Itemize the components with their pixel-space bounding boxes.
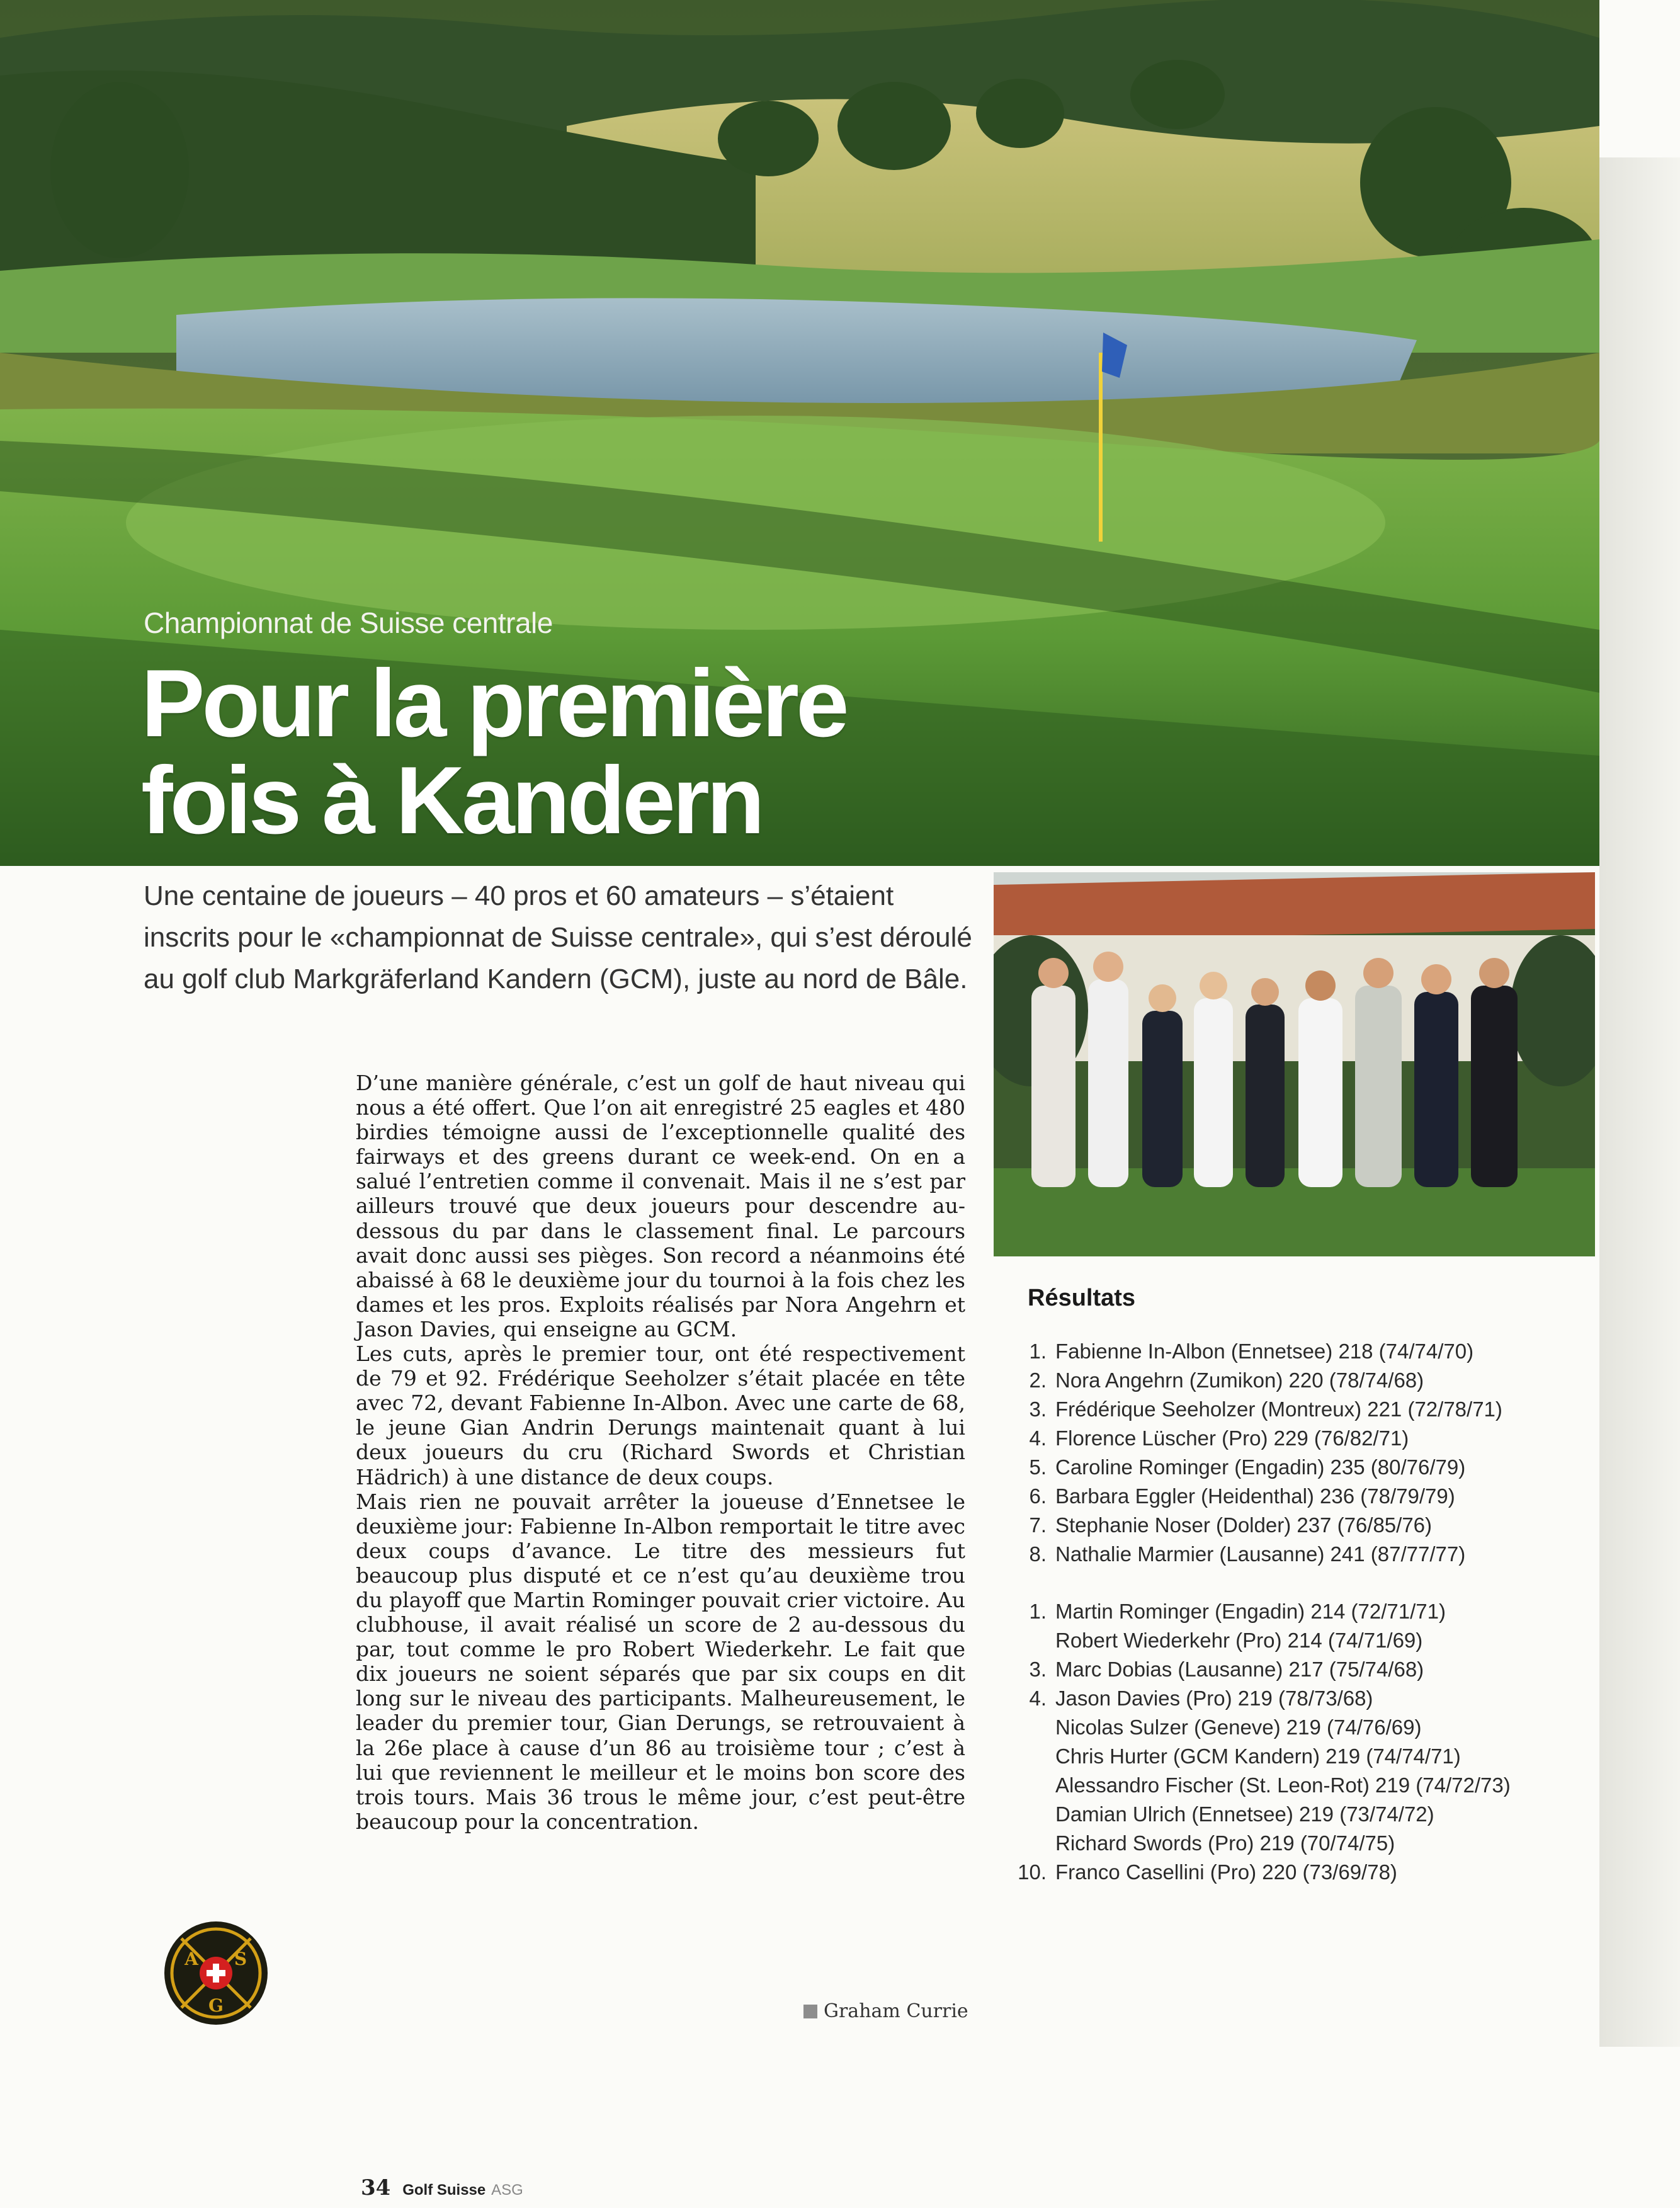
body-paragraph-1: D’une manière générale, c’est un golf de haut niveau qui nous a été offert. Que l’on ait enregistré 25 eagles et 480 birdies témoigne aussi de l’exceptionnelle qualité des fairways et des greens durant ce week-end. On en a salué l’entretien comme il convenait. Mais il ne s’est par ailleurs trouvé que deux joueurs pour descendre au-dessous du par dans le classement final. Le parcours avait donc aussi ses pièges. Son record a néanmoins été abaissé à 68 le deuxième jour du tournoi à la fois chez les dames et les pros. Exploits réalisés par Nora Angehrn et Jason Davies, qui enseigne au GCM. xyxy=(356,1071,965,1341)
article-title-line-2: fois à Kandern xyxy=(141,747,762,854)
article-title xyxy=(141,650,1023,854)
result-row: 2. Nora Angehrn (Zumikon) 220 (78/74/68) xyxy=(1029,1369,1424,1392)
hero-kicker: Championnat de Suisse centrale xyxy=(144,606,553,639)
result-row: 3. Marc Dobias (Lausanne) 217 (75/74/68) xyxy=(1029,1658,1424,1681)
result-row: 3. Frédérique Seeholzer (Montreux) 221 (72/78/71) xyxy=(1029,1397,1502,1421)
page-edge-shade xyxy=(1599,157,1680,2047)
team-photo xyxy=(994,872,1595,1256)
author-name: Graham Currie xyxy=(824,2000,968,2022)
result-row: 1. Martin Rominger (Engadin) 214 (72/71/71) xyxy=(1029,1600,1446,1623)
result-row: 7. Stephanie Noser (Dolder) 237 (76/85/76) xyxy=(1029,1513,1433,1537)
svg-text:S: S xyxy=(234,1949,247,1969)
result-row: 10. Franco Casellini (Pro) 220 (73/69/78) xyxy=(1018,1860,1397,1884)
result-row: 1. Fabienne In-Albon (Ennetsee) 218 (74/74/70) xyxy=(1029,1340,1474,1363)
magazine-suffix: ASG xyxy=(491,2182,523,2199)
group-of-people xyxy=(1031,952,1518,1187)
lead-paragraph: Une centaine de joueurs – 40 pros et 60 amateurs – s’étaient inscrits pour le «championnat de Suisse centrale», qui s’est déroulé au golf club Markgräferland Kandern (GCM), juste au nord de Bâle. xyxy=(144,880,972,994)
results-men xyxy=(997,1597,1577,1887)
result-row: Alessandro Fischer (St. Leon-Rot) 219 (74/72/73) xyxy=(1055,1773,1511,1797)
result-row: 4. Florence Lüscher (Pro) 229 (76/82/71) xyxy=(1029,1426,1409,1450)
asg-logo xyxy=(162,1920,270,2027)
svg-text:A: A xyxy=(184,1949,198,1969)
result-row: 5. Caroline Rominger (Engadin) 235 (80/76/79) xyxy=(1029,1455,1466,1479)
page-footer xyxy=(361,2175,523,2200)
author-credit xyxy=(803,2000,968,2022)
group-photo-illustration xyxy=(994,872,1595,1256)
svg-text:G: G xyxy=(208,1995,224,2016)
body-paragraph-3: Mais rien ne pouvait arrêter la joueuse d’Ennetsee le deuxième jour: Fabienne In-Albon remportait le titre avec deux coups d’avance. Le titre des messieurs fut beaucoup plus disputé et ce n’est qu’au deuxième trou du playoff que Martin Rominger pouvait crier victoire. Au clubhouse, il avait réalisé un score de 2 au-dessous du par, tout comme le pro Robert Wiederkehr. Le fait que dix joueurs ne soient séparés que par six coups en dit long sur le niveau des participants. Malheureusement, le leader du premier tour, Gian Derungs, se retrouvaient à la 26e place à cause d’un 86 au troisième tour ; c’est à lui que reviennent le meilleur et le moins bon score des trois tours. Mais 36 trous le même jour, c’est peut-être beaucoup pour la concentration. xyxy=(356,1489,965,1834)
square-bullet-icon xyxy=(803,2005,817,2018)
results-women xyxy=(997,1337,1577,1569)
article-body xyxy=(356,1071,965,1834)
hero-photo xyxy=(0,0,1599,866)
result-row: 6. Barbara Eggler (Heidenthal) 236 (78/79/79) xyxy=(1029,1484,1455,1508)
result-row: Damian Ulrich (Ennetsee) 219 (73/74/72) xyxy=(1055,1802,1434,1826)
result-row: 8. Nathalie Marmier (Lausanne) 241 (87/77/77) xyxy=(1029,1542,1466,1566)
result-row: Robert Wiederkehr (Pro) 214 (74/71/69) xyxy=(1055,1629,1423,1652)
result-row: Chris Hurter (GCM Kandern) 219 (74/74/71) xyxy=(1055,1744,1461,1768)
article-title-line-1: Pour la première xyxy=(141,650,846,757)
magazine-name: Golf Suisse xyxy=(402,2182,486,2199)
result-row: Nicolas Sulzer (Geneve) 219 (74/76/69) xyxy=(1055,1716,1422,1739)
result-row: Richard Swords (Pro) 219 (70/74/75) xyxy=(1055,1831,1395,1855)
results-heading: Résultats xyxy=(1028,1285,1136,1311)
body-paragraph-2: Les cuts, après le premier tour, ont été respectivement de 79 et 92. Frédérique Seeholzer s’était placée en tête avec 72, devant Fabienne In-Albon. Avec une carte de 68, le jeune Gian Andrin Derungs maintenait quant à lui deux joueurs du cru (Richard Swords et Christian Hädrich) à une distance de deux coups. xyxy=(356,1341,965,1489)
result-row: 4. Jason Davies (Pro) 219 (78/73/68) xyxy=(1029,1687,1373,1710)
page-number: 34 xyxy=(361,2175,391,2200)
results-box xyxy=(997,1285,1577,1887)
